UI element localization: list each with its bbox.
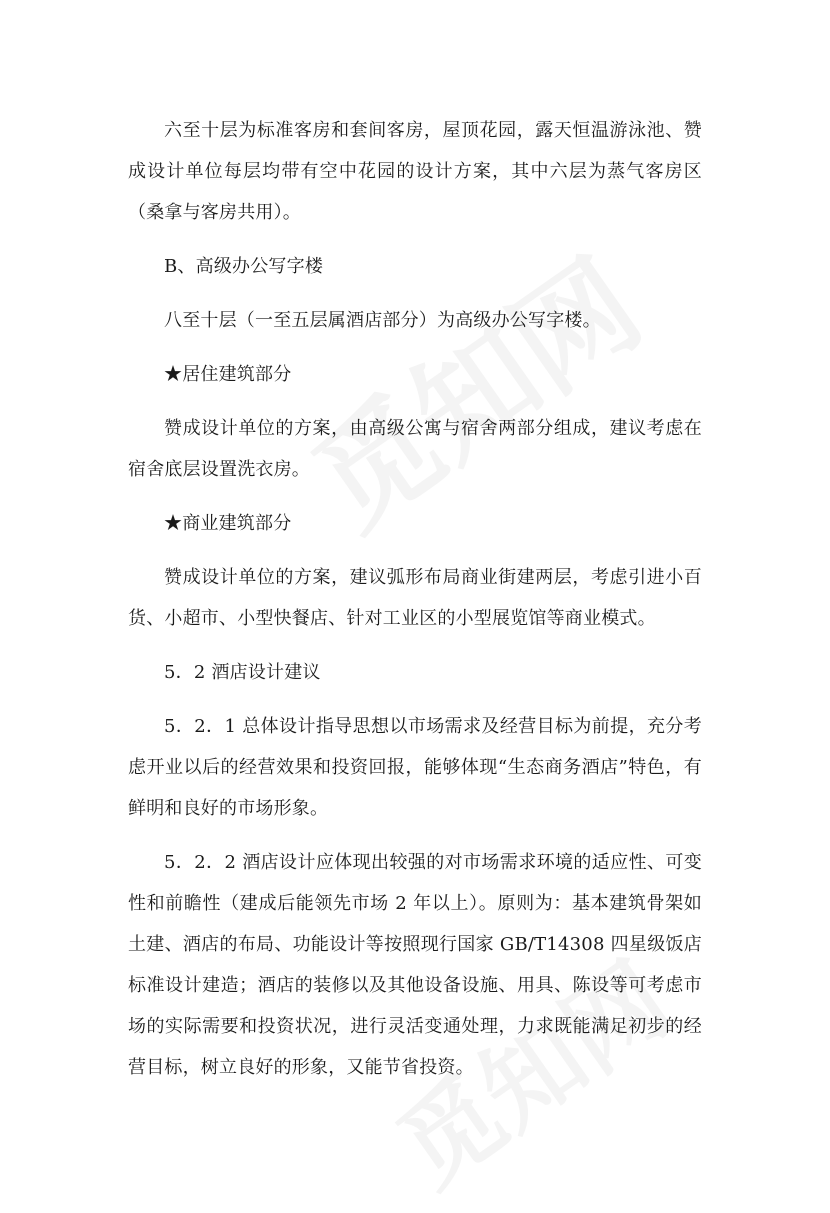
heading-commercial: ★商业建筑部分 (164, 513, 292, 534)
heading-office-building: B、高级办公写字楼 (164, 256, 324, 277)
paragraph-commercial: 赞成设计单位的方案，建议弧形布局商业街建两层，考虑引进小百货、小超市、小型快餐店、针对工业区的小型展览馆等商业模式。 (128, 567, 702, 629)
section-heading-hotel-design: 5．2 酒店设计建议 (164, 662, 321, 683)
heading-residential: ★居住建筑部分 (164, 364, 292, 385)
paragraph-5-2-2: 5．2．2 酒店设计应体现出较强的对市场需求环境的适应性、可变性和前瞻性（建成后能领先市场 2 年以上）。原则为：基本建筑骨架如土建、酒店的布局、功能设计等按照现行国家 GB/T14308 四星级饭店标准设计建造；酒店的装修以及其他设备设施、用具、陈设等可考虑市场的实际需要和投资状况，进行灵活变通处理，力求既能满足初步的经营目标，树立良好的形象，又能节省投资。 (128, 852, 702, 1078)
paragraph-guest-floors: 六至十层为标准客房和套间客房，屋顶花园，露天恒温游泳池、赞成设计单位每层均带有空中花园的设计方案，其中六层为蒸气客房区（桑拿与客房共用）。 (128, 120, 702, 223)
paragraph-5-2-1: 5．2．1 总体设计指导思想以市场需求及经营目标为前提，充分考虑开业以后的经营效果和投资回报，能够体现“生态商务酒店”特色，有鲜明和良好的市场形象。 (128, 716, 702, 819)
document-body (128, 110, 702, 1101)
paragraph-residential: 赞成设计单位的方案，由高级公寓与宿舍两部分组成，建议考虑在宿舍底层设置洗衣房。 (128, 418, 702, 480)
paragraph-office-floors: 八至十层（一至五层属酒店部分）为高级办公写字楼。 (164, 310, 601, 331)
